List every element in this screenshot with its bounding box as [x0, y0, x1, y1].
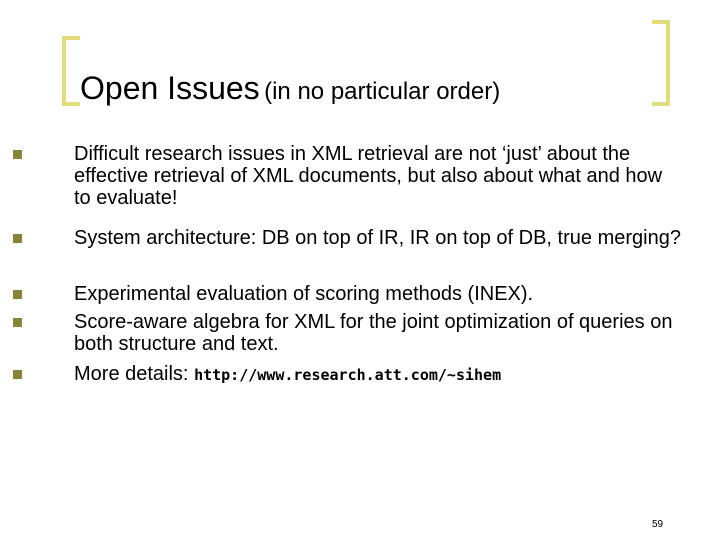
bullet-text: System architecture: DB on top of IR, IR on top of DB, true merging? — [74, 227, 681, 249]
square-bullet-icon — [13, 318, 22, 327]
bullet-text: Experimental evaluation of scoring methods (INEX). — [74, 283, 534, 305]
square-bullet-icon — [13, 370, 22, 379]
slide-title — [80, 72, 500, 104]
bullet-text: Score-aware algebra for XML for the joint optimization of queries on both structure and text. — [74, 311, 673, 355]
title-bracket-right-decoration — [650, 20, 670, 106]
square-bullet-icon — [13, 234, 22, 243]
title-bracket-left-decoration — [62, 36, 82, 106]
square-bullet-icon — [13, 150, 22, 159]
page-number: 59 — [652, 519, 664, 530]
details-url-link[interactable]: http://www.research.att.com/~sihem — [194, 366, 502, 384]
bullet-text — [74, 363, 684, 386]
square-bullet-icon — [13, 290, 22, 299]
bullet-text: Difficult research issues in XML retrieval are not ‘just’ about the effective retrieval of XML documents, but also about what and how to evaluate! — [74, 143, 663, 209]
slide-title-subtitle: (in no particular order) — [264, 78, 501, 105]
bullet-text-label: More details: — [74, 363, 189, 385]
slide-title-main: Open Issues — [80, 70, 260, 106]
